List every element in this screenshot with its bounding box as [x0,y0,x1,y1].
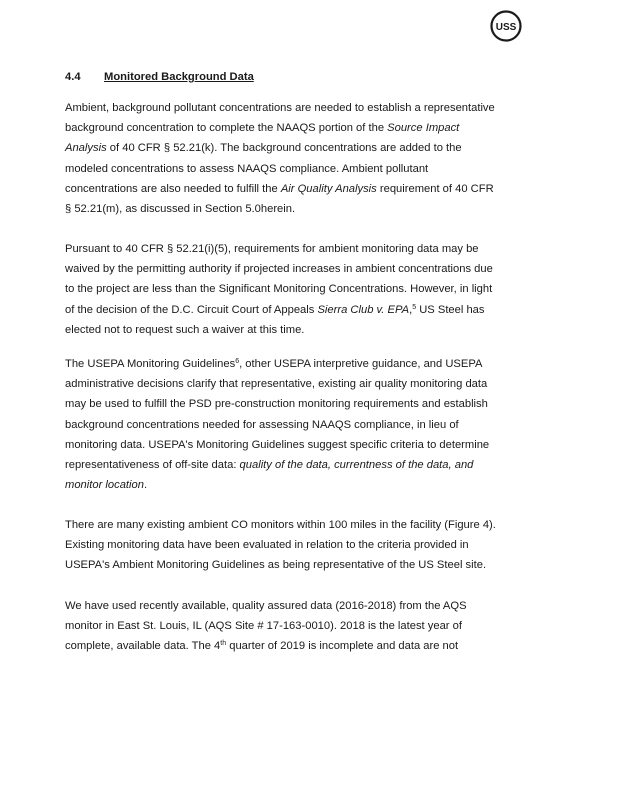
text-line: to the project are less than the Significant Monitoring Concentrations. However, in light [65,283,493,296]
paragraph-guidelines [65,354,535,495]
text-line: There are many existing ambient CO monitors within 100 miles in the facility (Figure 4). [65,519,496,531]
text-line: of the decision of the D.C. Circuit Court of Appeals Sierra Club v. EPA,$^5$ US Steel has [65,303,485,316]
text-line: modeled concentrations to assess NAAQS compliance. Ambient pollutant [65,162,429,175]
text-line: representativeness of off-site data: quality of the data, currentness of the data, and [65,459,474,472]
text-line: administrative decisions clarify that representative, existing air quality monitoring data [65,378,488,391]
text-line: elected not to request such a waiver at this time. [65,323,305,336]
text-line: USEPA's Ambient Monitoring Guidelines as being representative of the US Steel site. [65,559,487,572]
text-line: Ambient, background pollutant concentrations are needed to establish a representative [65,102,495,114]
text-line: § 52.21(m), as discussed in Section 5.0herein. [65,203,296,216]
uss-logo [490,10,522,42]
text-line: concentrations are also needed to fulfill the Air Quality Analysis requirement of 40 CFR [65,182,494,195]
paragraph-aqs-data [65,596,535,657]
text-line: background concentrations needed for assessing NAAQS compliance, in lieu of [65,418,459,431]
text-line: monitor location. [65,479,148,492]
superscript-th: th [220,640,227,648]
text-line: monitor in East St. Louis, IL (AQS Site # 17-163-0010). 2018 is the latest year of [65,620,462,633]
text-line: monitoring data. USEPA's Monitoring Guidelines suggest specific criteria to determine [65,438,490,451]
text-line: Analysis of 40 CFR § 52.21(k). The background concentrations are added to the [65,142,462,155]
text-line: Existing monitoring data have been evaluated in relation to the criteria provided in [65,539,469,552]
section-heading [65,71,254,83]
footnote-ref-6: 6 [235,358,240,365]
section-title: Monitored Background Data [104,71,254,83]
section-number: 4.4 [65,71,81,83]
text-line: may be used to fulfill the PSD pre-construction monitoring requirements and establish [65,398,488,411]
footnote-ref-5: 5 [412,303,417,311]
text-line: We have used recently available, quality assured data (2016-2018) from the AQS [65,600,467,612]
paragraph-waiver [65,239,535,340]
paragraph-co-monitors [65,515,535,576]
text-line: The USEPA Monitoring Guidelines$^6$, other USEPA interpretive guidance, and USEPA [65,358,483,370]
text-line: waived by the permitting authority if projected increases in ambient concentrations due [65,263,493,276]
paragraph-background [65,98,535,219]
text-line: background concentration to complete the NAAQS portion of the Source Impact [65,122,460,135]
logo-text: USS [495,22,517,33]
text-line: Pursuant to 40 CFR § 52.21(i)(5), requirements for ambient monitoring data may be [65,243,479,255]
text-line: complete, available data. The 4th quarter of 2019 is incomplete and data are not [65,640,459,653]
